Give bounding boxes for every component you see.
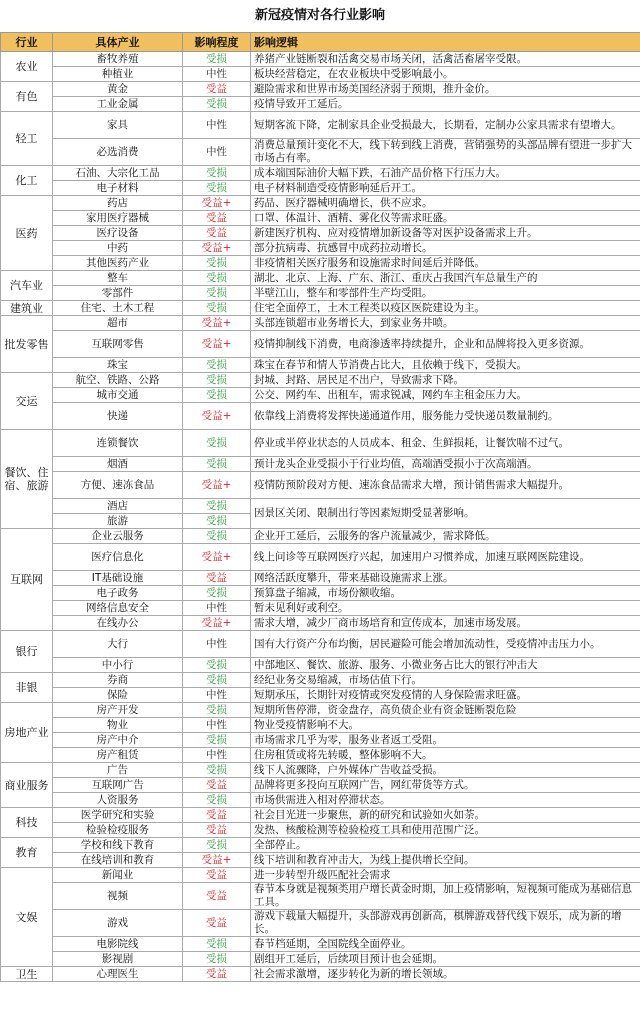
industry-cell: 快递 [53, 403, 183, 430]
industry-cell: 房产开发 [53, 703, 183, 718]
impact-cell: 受损 [183, 430, 251, 457]
industry-cell: 电影院线 [53, 937, 183, 952]
industry-cell: 企业云服务 [53, 529, 183, 544]
industry-cell: 在线培训和教育 [53, 853, 183, 868]
table-row [1, 499, 640, 514]
sector-cell: 轻工 [1, 112, 53, 166]
sector-cell: 非银 [1, 673, 53, 703]
impact-cell: 受益+ [183, 616, 251, 631]
logic-cell: 半壁江山，整车和零部件生产均受阻。 [251, 286, 640, 301]
industry-cell: 房产中介 [53, 733, 183, 748]
header-impact: 影响程度 [183, 33, 251, 52]
logic-cell: 需求大增，减少厂商市场培育和宣传成本，加速市场发展。 [251, 616, 640, 631]
impact-cell: 受损 [183, 499, 251, 514]
table-row [1, 457, 640, 472]
logic-cell: 部分抗病毒、抗感冒中成药拉动增长。 [251, 241, 640, 256]
table-row [1, 763, 640, 778]
table-row [1, 139, 640, 166]
sector-cell: 商业服务 [1, 763, 53, 808]
sector-cell: 卫生 [1, 967, 53, 982]
industry-cell: 心理医生 [53, 967, 183, 982]
impact-cell: 受损 [183, 457, 251, 472]
logic-cell: 电子材料制造受疫情影响延后开工。 [251, 181, 640, 196]
impact-cell: 中性 [183, 139, 251, 166]
table-row [1, 586, 640, 601]
impact-cell: 中性 [183, 67, 251, 82]
industry-impact-table [0, 32, 640, 982]
impact-cell: 受益 [183, 910, 251, 937]
table-row [1, 271, 640, 286]
logic-cell: 停业或半停业状态的人员成本、租金、生鲜损耗，让餐饮喘不过气。 [251, 430, 640, 457]
impact-cell: 受益 [183, 883, 251, 910]
industry-cell: 电子政务 [53, 586, 183, 601]
sector-cell: 房地产业 [1, 703, 53, 763]
logic-cell: 新建医疗机构、应对疫情增加新设备等对医护设备需求上升。 [251, 226, 640, 241]
logic-cell: 预计龙头企业受损小于行业均值，高端酒受损小于次高端酒。 [251, 457, 640, 472]
impact-cell: 受损 [183, 514, 251, 529]
industry-cell: 石油、大宗化工品 [53, 166, 183, 181]
industry-cell: 城市交通 [53, 388, 183, 403]
table-row [1, 226, 640, 241]
industry-cell: 必选消费 [53, 139, 183, 166]
table-row [1, 883, 640, 910]
logic-cell: 珠宝在春节和情人节消费占比大，且依赖于线下，受损大。 [251, 358, 640, 373]
table-row [1, 82, 640, 97]
table-row [1, 373, 640, 388]
table-row [1, 430, 640, 457]
table-row [1, 868, 640, 883]
header-row [1, 33, 640, 52]
industry-cell: 医疗信息化 [53, 544, 183, 571]
logic-cell: 市场供需进入相对停滞状态。 [251, 793, 640, 808]
industry-cell: 中小行 [53, 658, 183, 673]
industry-cell: 医学研究和实验 [53, 808, 183, 823]
industry-cell: 保险 [53, 688, 183, 703]
industry-cell: 药店 [53, 196, 183, 211]
industry-cell: 网络信息安全 [53, 601, 183, 616]
table-row [1, 403, 640, 430]
impact-cell: 中性 [183, 631, 251, 658]
logic-cell: 线下人流骤降，户外媒体广告收益受损。 [251, 763, 640, 778]
table-row [1, 472, 640, 499]
industry-cell: 旅游 [53, 514, 183, 529]
industry-cell: 其他医药产业 [53, 256, 183, 271]
industry-cell: 房产租赁 [53, 748, 183, 763]
industry-cell: 新闻业 [53, 868, 183, 883]
sector-cell: 批发零售 [1, 316, 53, 373]
industry-cell: 人资服务 [53, 793, 183, 808]
table-row [1, 166, 640, 181]
sector-cell: 有色 [1, 82, 53, 112]
industry-cell: 学校和线下教育 [53, 838, 183, 853]
logic-cell: 暂未见利好或利空。 [251, 601, 640, 616]
impact-cell: 受损 [183, 793, 251, 808]
impact-cell: 受益 [183, 823, 251, 838]
logic-cell: 春节本身就是视频类用户增长黄金时期，加上疫情影响，短视频可能成为基础信息工具。 [251, 883, 640, 910]
logic-cell: 非疫情相关医疗服务和设施需求时间延后并降低。 [251, 256, 640, 271]
logic-cell: 社会目光进一步聚焦，新的研究和试验如火如荼。 [251, 808, 640, 823]
industry-cell: 航空、铁路、公路 [53, 373, 183, 388]
impact-cell: 受益+ [183, 331, 251, 358]
table-row [1, 388, 640, 403]
table-row [1, 688, 640, 703]
table-row [1, 211, 640, 226]
industry-cell: 大行 [53, 631, 183, 658]
table-row [1, 823, 640, 838]
logic-cell: 公交、网约车、出租车，需求锐减，网约车主租金压力大。 [251, 388, 640, 403]
logic-cell: 全部停止。 [251, 838, 640, 853]
table-row [1, 703, 640, 718]
impact-cell: 受益+ [183, 241, 251, 256]
impact-cell: 中性 [183, 112, 251, 139]
table-row [1, 241, 640, 256]
logic-cell: 春节档延期，全国院线全面停业。 [251, 937, 640, 952]
table-row [1, 301, 640, 316]
industry-cell: 游戏 [53, 910, 183, 937]
industry-cell: 中药 [53, 241, 183, 256]
logic-cell: 线上问诊等互联网医疗兴起，加速用户习惯养成，加速互联网医院建设。 [251, 544, 640, 571]
industry-cell: 超市 [53, 316, 183, 331]
logic-cell: 板块经营稳定，在农业板块中受影响最小。 [251, 67, 640, 82]
impact-cell: 受损 [183, 673, 251, 688]
industry-cell: 黄金 [53, 82, 183, 97]
impact-cell: 受损 [183, 97, 251, 112]
impact-cell: 受益 [183, 808, 251, 823]
header-industry: 具体产业 [53, 33, 183, 52]
table-row [1, 112, 640, 139]
impact-cell: 受损 [183, 52, 251, 67]
industry-cell: 珠宝 [53, 358, 183, 373]
impact-cell: 受损 [183, 952, 251, 967]
impact-cell: 受益+ [183, 472, 251, 499]
logic-cell: 养猪产业链断裂和活禽交易市场关闭，活禽活畜屠宰受限。 [251, 52, 640, 67]
table-row [1, 718, 640, 733]
impact-cell: 受益+ [183, 316, 251, 331]
logic-cell: 发热、核酸检测等检验检疫工具和使用范围广泛。 [251, 823, 640, 838]
impact-cell: 受损 [183, 529, 251, 544]
impact-cell: 受益 [183, 571, 251, 586]
logic-cell: 短期客流下降，定制家具企业受损最大，长期看，定制办公家具需求有望增大。 [251, 112, 640, 139]
table-row [1, 331, 640, 358]
table-row [1, 673, 640, 688]
industry-cell: 券商 [53, 673, 183, 688]
industry-cell: IT基础设施 [53, 571, 183, 586]
sector-cell: 化工 [1, 166, 53, 196]
logic-cell: 疫情导致开工延后。 [251, 97, 640, 112]
impact-cell: 受损 [183, 586, 251, 601]
logic-cell: 药品、医疗器械明确增长，供不应求。 [251, 196, 640, 211]
industry-cell: 检验检疫服务 [53, 823, 183, 838]
impact-cell: 受损 [183, 703, 251, 718]
impact-cell: 受益+ [183, 403, 251, 430]
impact-cell: 受损 [183, 286, 251, 301]
sector-cell: 互联网 [1, 529, 53, 631]
industry-cell: 互联网零售 [53, 331, 183, 358]
sector-cell: 餐饮、住宿、旅游 [1, 430, 53, 529]
logic-cell: 消费总量预计变化不大，线下转到线上消费，营销强势的头部品牌有望进一步扩大市场占有率。 [251, 139, 640, 166]
logic-cell: 线下培训和教育冲击大，为线上提供增长空间。 [251, 853, 640, 868]
logic-cell: 头部连锁超市业务增长大，到家业务井喷。 [251, 316, 640, 331]
impact-cell: 受损 [183, 181, 251, 196]
table-row [1, 910, 640, 937]
table-row [1, 616, 640, 631]
industry-cell: 工业金属 [53, 97, 183, 112]
industry-cell: 烟酒 [53, 457, 183, 472]
sector-cell: 交运 [1, 373, 53, 430]
impact-cell: 中性 [183, 718, 251, 733]
table-row [1, 937, 640, 952]
logic-cell: 湖北、北京、上海、广东、浙江、重庆占我国汽车总量生产的 [251, 271, 640, 286]
impact-cell: 受损 [183, 937, 251, 952]
logic-cell: 短期所售停滞，资金盘存，高负债企业有资金链断裂危险 [251, 703, 640, 718]
logic-cell: 疫情抑制线下消费，电商渗透率持续提升，企业和品牌将投入更多资源。 [251, 331, 640, 358]
impact-cell: 中性 [183, 748, 251, 763]
industry-cell: 电子材料 [53, 181, 183, 196]
header-sector: 行业 [1, 33, 53, 52]
table-row [1, 748, 640, 763]
logic-cell: 封城、封路、居民足不出户，导致需求下降。 [251, 373, 640, 388]
industry-cell: 酒店 [53, 499, 183, 514]
page-title: 新冠疫情对各行业影响 [254, 8, 385, 23]
table-row [1, 529, 640, 544]
sector-cell: 文娱 [1, 868, 53, 967]
impact-cell: 受损 [183, 373, 251, 388]
logic-cell: 避险需求和世界市场美国经济弱于预期，推升金价。 [251, 82, 640, 97]
table-row [1, 601, 640, 616]
industry-cell: 物业 [53, 718, 183, 733]
sector-cell: 教育 [1, 838, 53, 868]
impact-cell: 受损 [183, 838, 251, 853]
logic-cell: 依靠线上消费将发挥快递通道作用，服务能力受快递员数量制约。 [251, 403, 640, 430]
sector-cell: 农业 [1, 52, 53, 82]
industry-cell: 广告 [53, 763, 183, 778]
industry-cell: 种植业 [53, 67, 183, 82]
table-row [1, 97, 640, 112]
impact-cell: 受益 [183, 226, 251, 241]
table-row [1, 838, 640, 853]
industry-cell: 零部件 [53, 286, 183, 301]
table-row [1, 256, 640, 271]
industry-cell: 家用医疗器械 [53, 211, 183, 226]
industry-cell: 住宅、土木工程 [53, 301, 183, 316]
logic-cell: 企业开工延后，云服务的客户流量减少，需求降低。 [251, 529, 640, 544]
table-row [1, 631, 640, 658]
industry-cell: 方便、速冻食品 [53, 472, 183, 499]
logic-cell: 游戏下载量大幅提升，头部游戏再创新高，棋牌游戏替代线下娱乐，成为新的增长。 [251, 910, 640, 937]
industry-cell: 视频 [53, 883, 183, 910]
logic-cell: 网络活跃度攀升，带来基础设施需求上涨。 [251, 571, 640, 586]
table-row [1, 571, 640, 586]
industry-cell: 畜牧养殖 [53, 52, 183, 67]
logic-cell: 品牌将更多投向互联网广告，网红带货等方式。 [251, 778, 640, 793]
impact-cell: 受益+ [183, 853, 251, 868]
impact-cell: 受损 [183, 166, 251, 181]
table-row [1, 67, 640, 82]
table-row [1, 316, 640, 331]
industry-cell: 互联网广告 [53, 778, 183, 793]
impact-cell: 受损 [183, 658, 251, 673]
table-row [1, 544, 640, 571]
impact-cell: 受益 [183, 778, 251, 793]
sector-cell: 建筑业 [1, 301, 53, 316]
impact-cell: 受损 [183, 763, 251, 778]
impact-cell: 受益 [183, 82, 251, 97]
header-logic: 影响逻辑 [251, 33, 640, 52]
impact-cell: 受益 [183, 868, 251, 883]
impact-cell: 受损 [183, 358, 251, 373]
table-row [1, 793, 640, 808]
impact-cell: 受益+ [183, 544, 251, 571]
industry-cell: 影视剧 [53, 952, 183, 967]
table-row [1, 952, 640, 967]
impact-cell: 受损 [183, 301, 251, 316]
sector-cell: 汽车业 [1, 271, 53, 301]
table-row [1, 181, 640, 196]
impact-cell: 受损 [183, 256, 251, 271]
impact-cell: 中性 [183, 601, 251, 616]
table-row [1, 196, 640, 211]
table-row [1, 967, 640, 982]
logic-cell: 市场需求几乎为零，服务业者返工受阻。 [251, 733, 640, 748]
impact-cell: 受损 [183, 733, 251, 748]
logic-cell: 物业受疫情影响不大。 [251, 718, 640, 733]
table-row [1, 853, 640, 868]
logic-cell: 剧组开工延后，后续项目预计也会延期。 [251, 952, 640, 967]
table-row [1, 778, 640, 793]
impact-cell: 受损 [183, 271, 251, 286]
sector-cell: 医药 [1, 196, 53, 271]
logic-cell: 进一步转型升级匹配社会需求 [251, 868, 640, 883]
sector-cell: 银行 [1, 631, 53, 673]
table-row [1, 808, 640, 823]
logic-cell: 住房租赁或将先转暖，整体影响不大。 [251, 748, 640, 763]
impact-cell: 受益 [183, 967, 251, 982]
table-row [1, 733, 640, 748]
industry-cell: 医疗设备 [53, 226, 183, 241]
industry-cell: 连锁餐饮 [53, 430, 183, 457]
logic-cell: 成本端国际油价大幅下跌，石油产品价格下行压力大。 [251, 166, 640, 181]
logic-cell: 预算盘子缩减，市场份额收缩。 [251, 586, 640, 601]
table-row [1, 658, 640, 673]
impact-cell: 中性 [183, 688, 251, 703]
industry-cell: 家具 [53, 112, 183, 139]
logic-cell: 中部地区、餐饮、旅游、服务、小微业务占比大的银行冲击大 [251, 658, 640, 673]
impact-cell: 受损 [183, 388, 251, 403]
table-row [1, 52, 640, 67]
table-row [1, 358, 640, 373]
logic-cell: 社会需求激增，逐步转化为新的增长领域。 [251, 967, 640, 982]
logic-cell: 疫情防预阶段对方便、速冻食品需求大增，预计销售需求大幅提升。 [251, 472, 640, 499]
logic-cell: 经纪业务交易缩减，市场估值下行。 [251, 673, 640, 688]
industry-cell: 整车 [53, 271, 183, 286]
logic-cell: 口罩、体温计、酒精、雾化仪等需求旺盛。 [251, 211, 640, 226]
industry-cell: 在线办公 [53, 616, 183, 631]
impact-cell: 受益 [183, 211, 251, 226]
table-body [1, 52, 640, 982]
logic-cell: 国有大行资产分布均衡，居民避险可能会增加流动性，受疫情冲击压力小。 [251, 631, 640, 658]
logic-cell: 住宅全面停工，土木工程类以疫区医院建设为主。 [251, 301, 640, 316]
logic-cell: 因景区关闭、限制出行等因素短期受显著影响。 [251, 499, 640, 529]
impact-cell: 受益+ [183, 196, 251, 211]
sector-cell: 科技 [1, 808, 53, 838]
table-row [1, 286, 640, 301]
logic-cell: 短期承压，长期针对疫情或突发疫情的人身保险需求旺盛。 [251, 688, 640, 703]
